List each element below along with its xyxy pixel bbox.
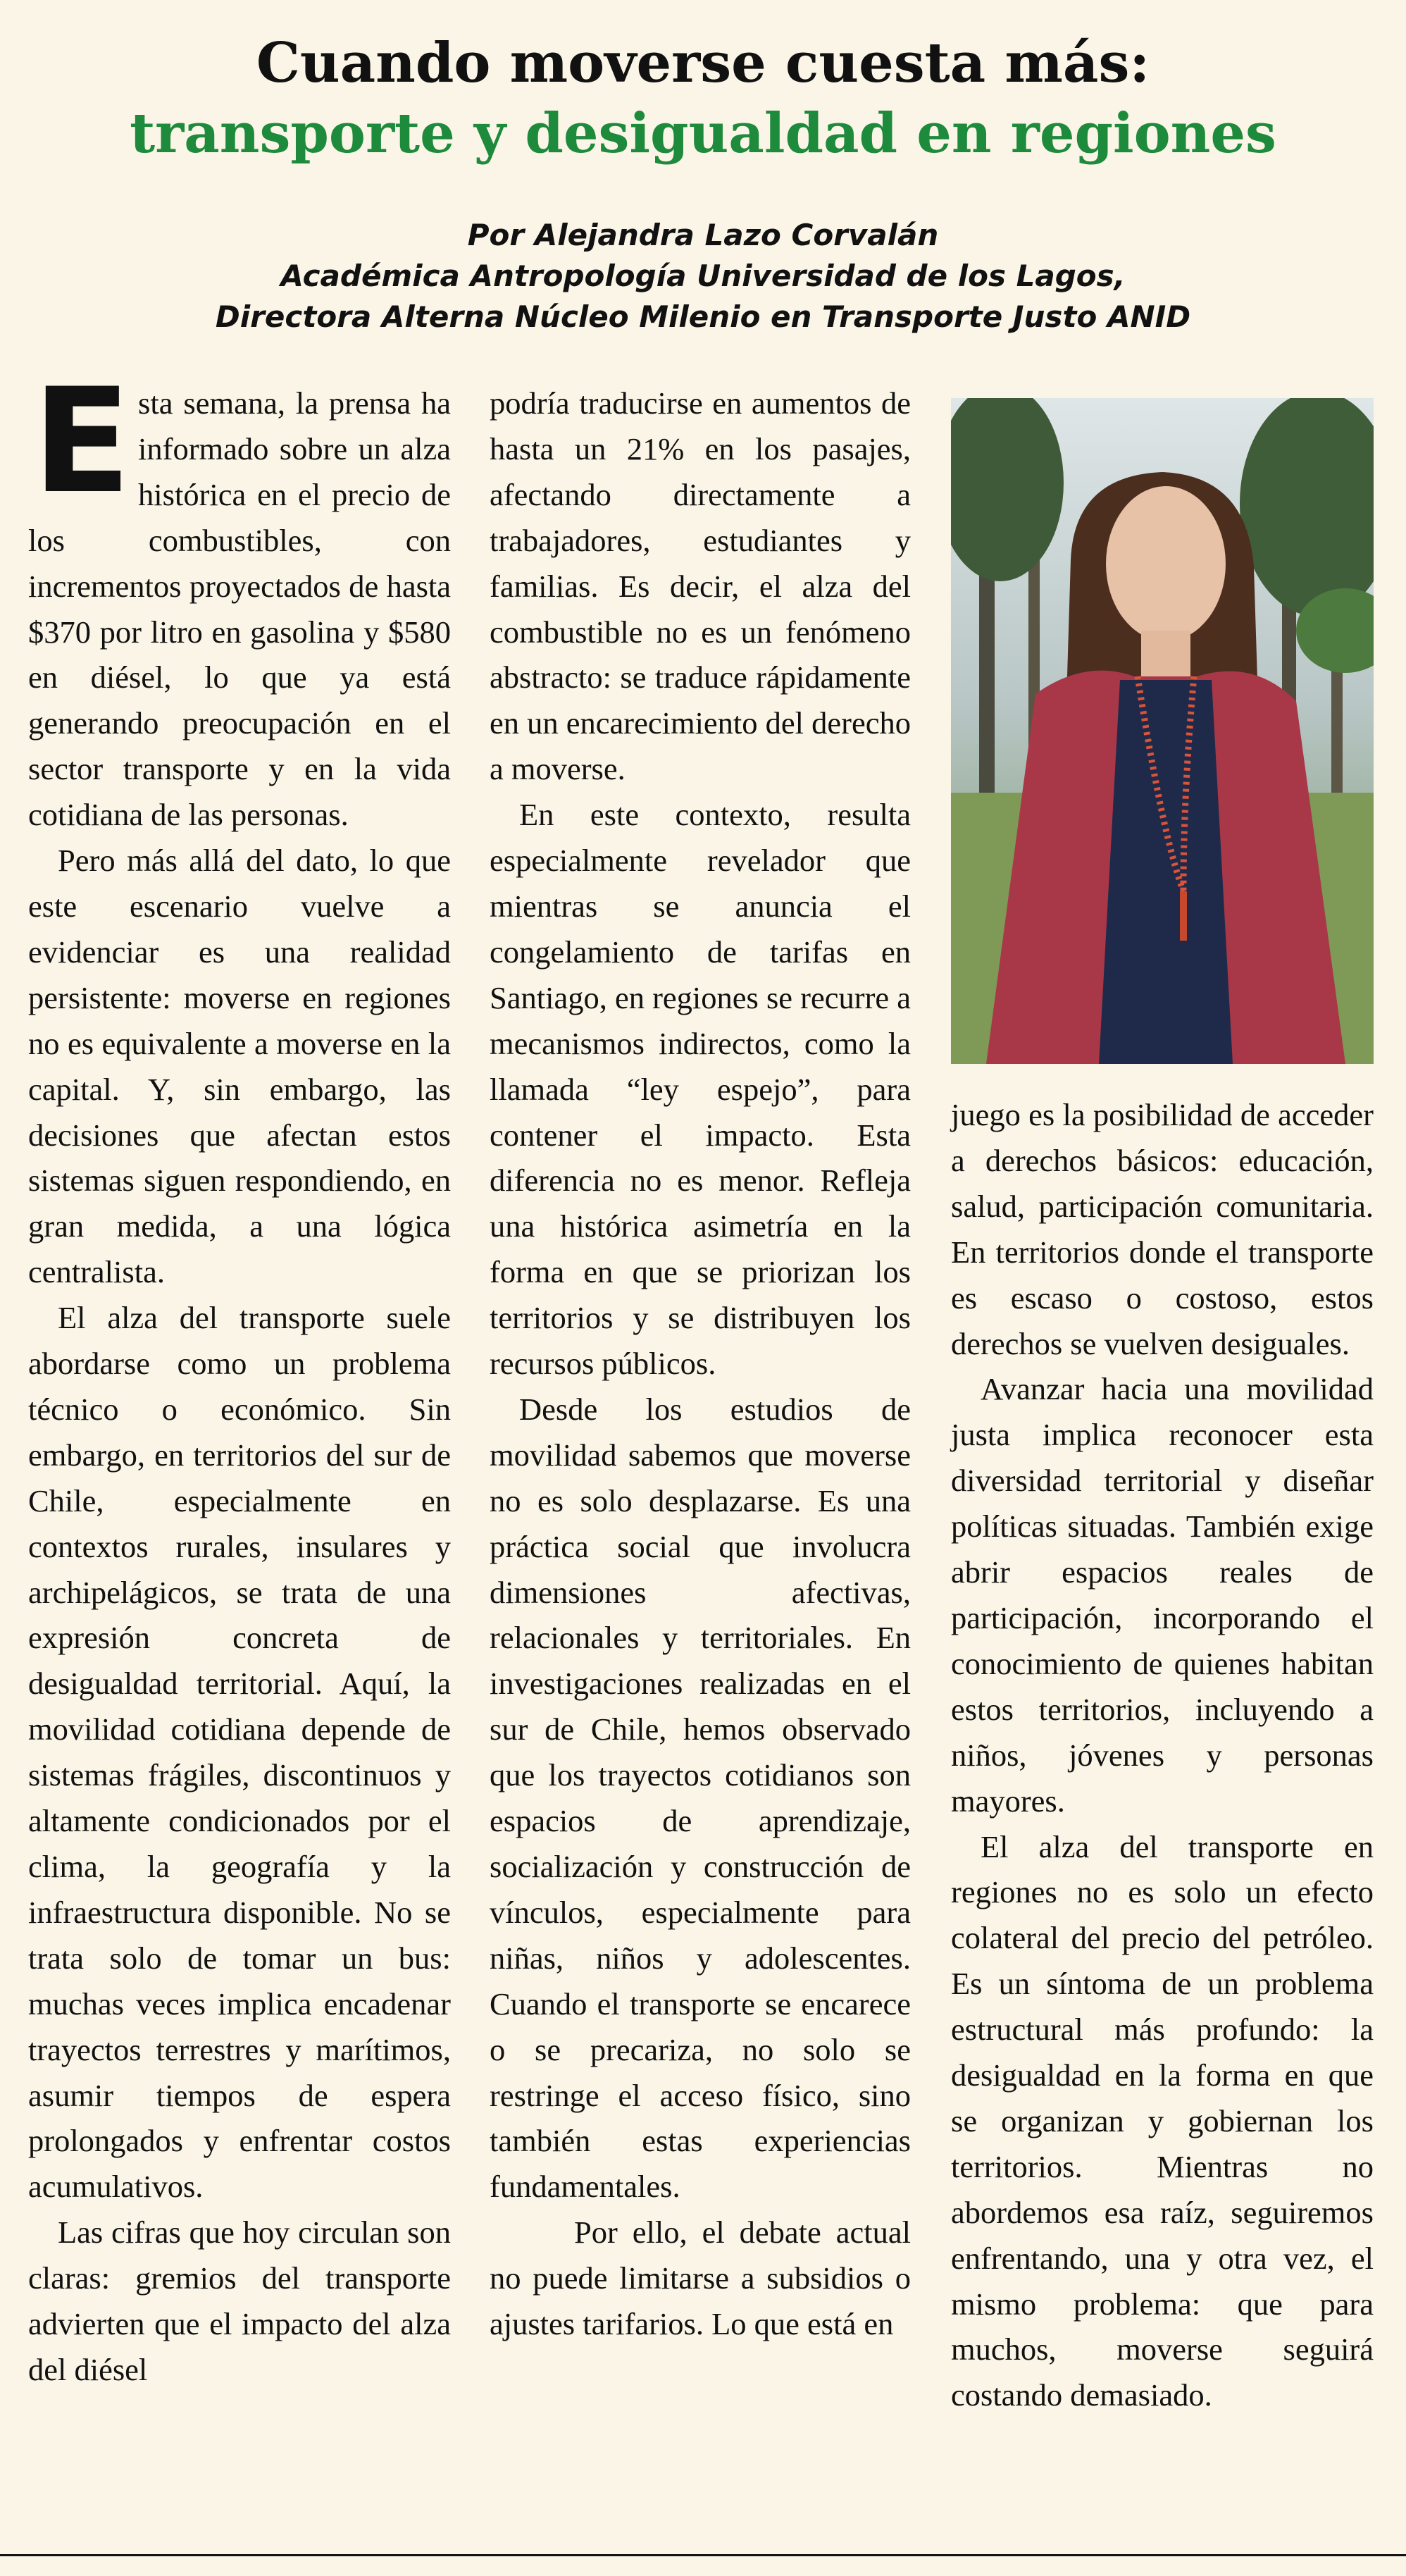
author-portrait-icon <box>951 398 1374 1064</box>
bottom-rule <box>0 2554 1406 2556</box>
paragraph: Esta semana, la prensa ha informado sobre un alza histórica en el precio de los combustibles, con incrementos proyectados de hasta $370 por litro en gasolina y $580 en diésel, lo que ya está generando preocupación en el sector transporte y en la vida cotidiana de las personas. <box>28 358 451 833</box>
author-portrait-photo <box>951 398 1374 1064</box>
byline-affiliation: Académica Antropología Universidad de los Lagos, <box>280 259 1126 293</box>
article-column-3 <box>951 1092 1374 2418</box>
paragraph: podría traducirse en aumentos de hasta un 21% en los pasajes, afectando directamente a trabajadores, estudiantes y familias. Es decir, el alza del combustible no es un fenómeno abstracto: se traduce rápidamente en un encarecimiento del derecho a moverse. <box>490 385 911 787</box>
headline-line-2: transporte y desigualdad en regiones <box>130 101 1276 166</box>
paragraph: Por ello, el debate actual no puede limitarse a subsidios o ajustes tarifarios. Lo que está en <box>490 2215 911 2342</box>
article-column-2 <box>490 380 911 2347</box>
byline-author: Por Alejandra Lazo Corvalán <box>467 218 939 252</box>
paragraph: juego es la posibilidad de acceder a derechos básicos: educación, salud, participación comunitaria. En territorios donde el transporte es escaso o costoso, estos derechos se vuelven desiguales. <box>951 1097 1374 1361</box>
paragraph: El alza del transporte en regiones no es solo un efecto colateral del precio del petróleo. Es un síntoma de un problema estructural más profundo: la desigualdad en la forma en que se organizan y gobiernan los territorios. Mientras no abordemos esa raíz, seguiremos enfrentando, una y otra vez, el mismo problema: que para muchos, moverse seguirá costando demasiado. <box>951 1828 1374 2413</box>
paragraph: Desde los estudios de movilidad sabemos que moverse no es solo desplazarse. Es una práctica social que involucra dimensiones afectivas, relacionales y territoriales. En investigaciones realizadas en el sur de Chile, hemos observado que los trayectos cotidianos son espacios de aprendizaje, socialización y construcción de vínculos, especialmente para niñas, niños y adolescentes. Cuando el transporte se encarece o se precariza, no solo se restringe el acceso físico, sino también estas experiencias fundamentales. <box>490 1391 911 2205</box>
paragraph: En este contexto, resulta especialmente revelador que mientras se anuncia el congelamiento de tarifas en Santiago, en regiones se recurre a mecanismos indirectos, como la llamada “ley espejo”, para contener el impacto. Esta diferencia no es menor. Refleja una histórica asimetría en la forma en que se priorizan los territorios y se distribuyen los recursos públicos. <box>490 797 912 1382</box>
paragraph: Las cifras que hoy circulan son claras: gremios del transporte advierten que el impacto del alza del diésel <box>28 2215 451 2387</box>
article-column-1 <box>28 358 451 2393</box>
byline <box>0 215 1406 338</box>
paragraph: Avanzar hacia una movilidad justa implica reconocer esta diversidad territorial y diseñar políticas situadas. También exige abrir espacios reales de participación, incorporando el conocimiento de quienes habitan estos territorios, incluyendo a niños, jóvenes y personas mayores. <box>951 1371 1374 1819</box>
paragraph: El alza del transporte suele abordarse como un problema técnico o económico. Sin embargo, en territorios del sur de Chile, especialmente en contextos rurales, insulares y archipelágicos, se trata de una expresión concreta de desigualdad territorial. Aquí, la movilidad cotidiana depende de sistemas frágiles, discontinuos y altamente condicionados por el clima, la geografía y la infraestructura disponible. No se trata solo de tomar un bus: muchas veces implica encadenar trayectos terrestres y marítimos, asumir tiempos de espera prolongados y enfrentar costos acumulativos. <box>28 1300 451 2205</box>
drop-cap: E <box>32 358 132 526</box>
paragraph: Pero más allá del dato, lo que este escenario vuelve a evidenciar es una realidad persistente: moverse en regiones no es equivalente a moverse en la capital. Y, sin embargo, las decisiones que afectan estos sistemas siguen respondiendo, en gran medida, a una lógica centralista. <box>28 843 451 1290</box>
headline <box>0 28 1406 169</box>
headline-line-1: Cuando moverse cuesta más: <box>256 31 1150 95</box>
byline-role: Directora Alterna Núcleo Milenio en Transporte Justo ANID <box>215 299 1191 334</box>
